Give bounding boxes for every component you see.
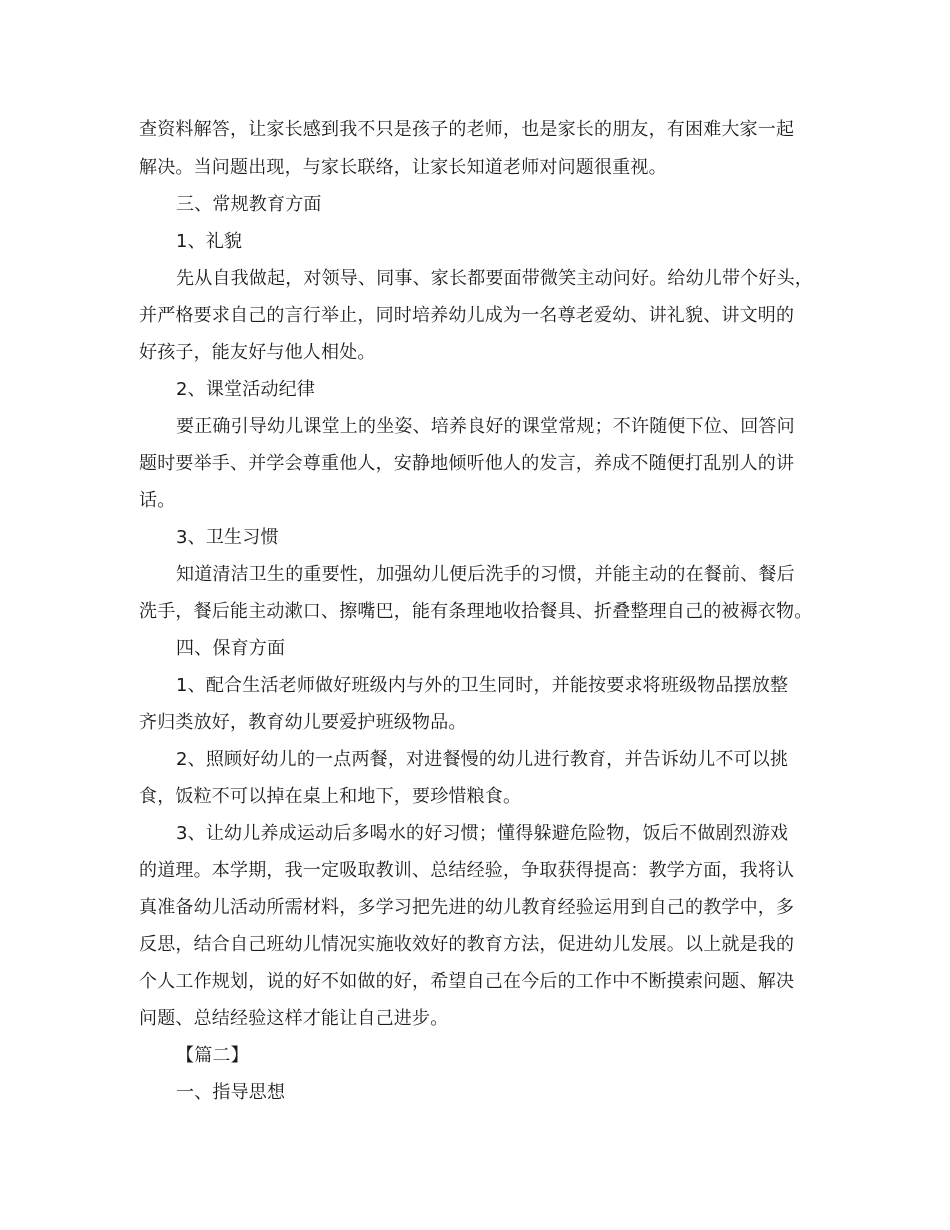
text-line: 2、照顾好幼儿的一点两餐，对进餐慢的幼儿进行教育，并告诉幼儿不可以挑 <box>176 749 789 770</box>
text-line: 1、配合生活老师做好班级内与外的卫生同时，并能按要求将班级物品摆放整 <box>176 675 789 696</box>
text-line: 先从自我做起，对领导、同事、家长都要面带微笑主动问好。给幼儿带个好头， <box>176 268 813 289</box>
part-heading: 【篇二】 <box>176 1045 249 1066</box>
text-line: 齐归类放好，教育幼儿要爱护班级物品。 <box>139 712 467 733</box>
text-line: 解决。当问题出现，与家长联络，让家长知道老师对问题很重视。 <box>139 157 667 178</box>
section-heading: 四、保育方面 <box>176 638 286 659</box>
section-heading: 三、常规教育方面 <box>176 194 322 215</box>
text-line: 反思，结合自己班幼儿情况实施收效好的教育方法，促进幼儿发展。以上就是我的 <box>139 934 795 955</box>
text-line: 问题、总结经验这样才能让自己进步。 <box>139 1008 449 1029</box>
text-line: 话。 <box>139 490 176 511</box>
text-line: 好孩子，能友好与他人相处。 <box>139 342 376 363</box>
text-line: 并严格要求自己的言行举止，同时培养幼儿成为一名尊老爱幼、讲礼貌、讲文明的 <box>139 305 795 326</box>
text-line: 个人工作规划，说的好不如做的好，希望自己在今后的工作中不断摸索问题、解决 <box>139 971 795 992</box>
text-line: 查资料解答，让家长感到我不只是孩子的老师，也是家长的朋友，有困难大家一起 <box>139 119 795 140</box>
subsection-heading: 1、礼貌 <box>176 231 243 252</box>
subsection-heading: 3、卫生习惯 <box>176 527 279 548</box>
text-line: 题时要举手、并学会尊重他人，安静地倾听他人的发言，养成不随便打乱别人的讲 <box>139 453 795 474</box>
text-line: 3、让幼儿养成运动后多喝水的好习惯；懂得躲避危险物，饭后不做剧烈游戏 <box>176 823 789 844</box>
text-line: 食，饭粒不可以掉在桌上和地下，要珍惜粮食。 <box>139 786 522 807</box>
text-line: 要正确引导幼儿课堂上的坐姿、培养良好的课堂常规；不许随便下位、回答问 <box>176 416 795 437</box>
text-line: 真准备幼儿活动所需材料，多学习把先进的幼儿教育经验运用到自己的教学中，多 <box>139 897 795 918</box>
text-line: 的道理。本学期，我一定吸取教训、总结经验，争取获得提高：教学方面，我将认 <box>139 860 795 881</box>
text-line: 知道清洁卫生的重要性，加强幼儿便后洗手的习惯，并能主动的在餐前、餐后 <box>176 564 795 585</box>
section-heading: 一、指导思想 <box>176 1082 286 1103</box>
subsection-heading: 2、课堂活动纪律 <box>176 379 316 400</box>
text-line: 洗手，餐后能主动漱口、擦嘴巴，能有条理地收拾餐具、折叠整理自己的被褥衣物。 <box>139 601 813 622</box>
